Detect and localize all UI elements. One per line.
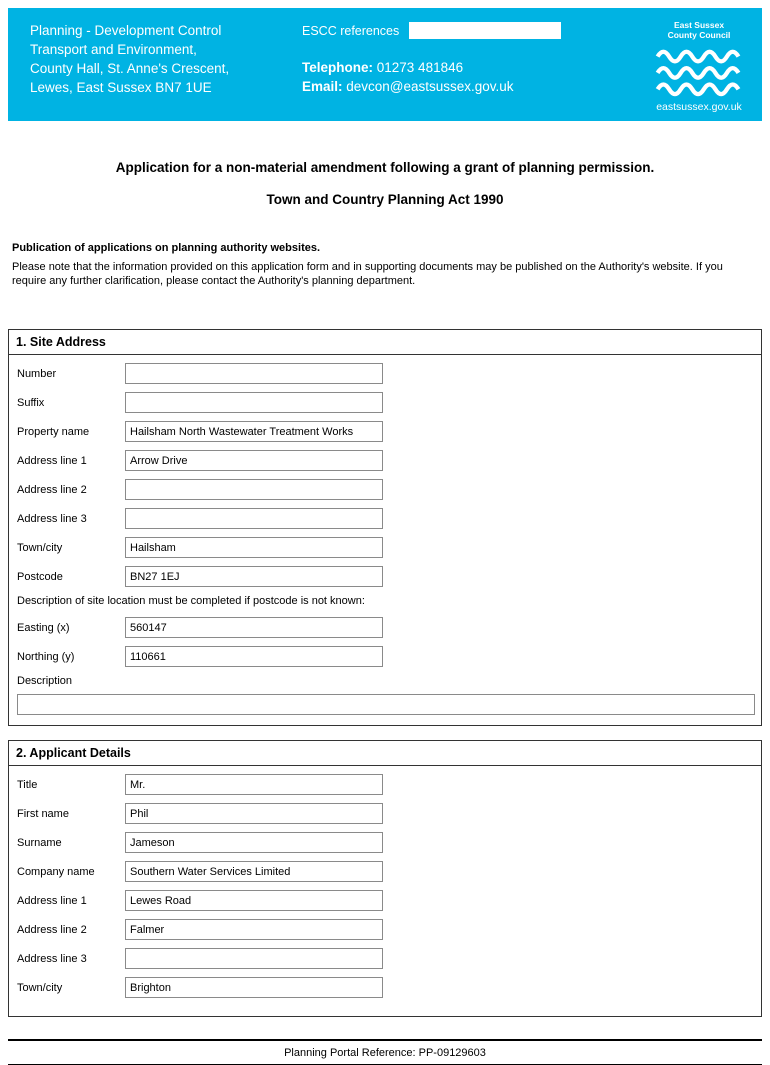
applicant-address-line-2-label: Address line 2 <box>17 923 87 936</box>
escc-references-row <box>302 22 646 39</box>
field-row-number <box>17 363 755 384</box>
northing-input[interactable] <box>125 646 383 667</box>
easting-label: Easting (x) <box>17 621 70 634</box>
field-row-surname <box>17 832 755 853</box>
address-line-2-label: Address line 2 <box>17 483 87 496</box>
org-line-3: County Hall, St. Anne's Crescent, <box>30 61 230 76</box>
postcode-input[interactable] <box>125 566 383 587</box>
escc-references-label: ESCC references <box>302 23 400 38</box>
section-site-address <box>8 329 762 726</box>
field-row-suffix <box>17 392 755 413</box>
waves-icon <box>653 45 745 97</box>
planning-portal-reference: Planning Portal Reference: PP-09129603 <box>284 1047 486 1059</box>
town-city-label: Town/city <box>17 541 63 554</box>
document-title: Application for a non-material amendment following a grant of planning permission. <box>115 160 655 175</box>
postcode-label: Postcode <box>17 570 63 583</box>
description-label: Description <box>17 675 73 687</box>
telephone-number: 01273 481846 <box>373 60 464 75</box>
applicant-title-label: Title <box>17 778 38 791</box>
field-row-northing <box>17 646 755 667</box>
postcode-note: Description of site location must be completed if postcode is not known: <box>17 595 365 607</box>
suffix-input[interactable] <box>125 392 383 413</box>
applicant-address-line-3-input[interactable] <box>125 948 383 969</box>
council-logo <box>646 21 752 113</box>
number-input[interactable] <box>125 363 383 384</box>
company-name-label: Company name <box>17 865 95 878</box>
address-line-3-input[interactable] <box>125 508 383 529</box>
easting-input[interactable] <box>125 617 383 638</box>
org-line-4: Lewes, East Sussex BN7 1UE <box>30 80 212 95</box>
field-row-applicant-address-line-1 <box>17 890 755 911</box>
section-applicant-details-body <box>9 766 761 1016</box>
field-row-title <box>17 774 755 795</box>
escc-references-input[interactable] <box>409 22 561 39</box>
description-input[interactable] <box>17 694 755 715</box>
email-label: Email: <box>302 79 343 94</box>
applicant-address-line-1-label: Address line 1 <box>17 894 87 907</box>
publication-body: Please note that the information provided on this application form and in supporting documents may be published on the Authority's website. If you require any further clarification, please contact the Authority's planning department. <box>12 261 723 287</box>
council-website: eastsussex.gov.uk <box>656 101 742 113</box>
field-row-easting <box>17 617 755 638</box>
first-name-label: First name <box>17 807 69 820</box>
org-line-1: Planning - Development Control <box>30 23 222 38</box>
company-name-input[interactable] <box>125 861 383 882</box>
council-logo-name <box>668 21 731 40</box>
section-applicant-details-title: 2. Applicant Details <box>9 741 761 766</box>
field-row-applicant-address-line-2 <box>17 919 755 940</box>
address-line-3-label: Address line 3 <box>17 512 87 525</box>
field-row-town-city <box>17 537 755 558</box>
number-label: Number <box>17 367 57 380</box>
document-subtitle: Town and Country Planning Act 1990 <box>266 192 504 207</box>
field-row-applicant-town-city <box>17 977 755 998</box>
first-name-input[interactable] <box>125 803 383 824</box>
publication-heading: Publication of applications on planning authority websites. <box>12 242 321 254</box>
applicant-address-line-1-input[interactable] <box>125 890 383 911</box>
telephone-line <box>302 58 646 77</box>
property-name-input[interactable] <box>125 421 383 442</box>
field-row-address-line-1 <box>17 450 755 471</box>
telephone-label: Telephone: <box>302 60 374 75</box>
header-banner <box>8 8 762 121</box>
town-city-input[interactable] <box>125 537 383 558</box>
page-footer <box>8 1039 762 1065</box>
org-line-2: Transport and Environment, <box>30 42 197 57</box>
suffix-label: Suffix <box>17 396 45 409</box>
field-row-applicant-address-line-3 <box>17 948 755 969</box>
surname-label: Surname <box>17 836 62 849</box>
applicant-title-input[interactable] <box>125 774 383 795</box>
applicant-town-city-input[interactable] <box>125 977 383 998</box>
address-line-1-label: Address line 1 <box>17 454 87 467</box>
section-site-address-body <box>9 355 761 725</box>
applicant-address-line-3-label: Address line 3 <box>17 952 87 965</box>
org-address-block <box>30 21 302 113</box>
field-row-first-name <box>17 803 755 824</box>
field-row-company-name <box>17 861 755 882</box>
council-logo-name-line1: East Sussex <box>673 20 725 30</box>
field-row-address-line-3 <box>17 508 755 529</box>
property-name-label: Property name <box>17 425 90 438</box>
email-address: devcon@eastsussex.gov.uk <box>342 79 514 94</box>
field-row-address-line-2 <box>17 479 755 500</box>
section-applicant-details <box>8 740 762 1017</box>
field-row-property-name <box>17 421 755 442</box>
surname-input[interactable] <box>125 832 383 853</box>
council-logo-name-line2: County Council <box>667 29 731 40</box>
address-line-2-input[interactable] <box>125 479 383 500</box>
applicant-town-city-label: Town/city <box>17 981 63 994</box>
address-line-1-input[interactable] <box>125 450 383 471</box>
header-contact-block <box>302 21 646 113</box>
applicant-address-line-2-input[interactable] <box>125 919 383 940</box>
northing-label: Northing (y) <box>17 650 75 663</box>
section-site-address-title: 1. Site Address <box>9 330 761 355</box>
field-row-postcode <box>17 566 755 587</box>
email-line <box>302 77 646 96</box>
